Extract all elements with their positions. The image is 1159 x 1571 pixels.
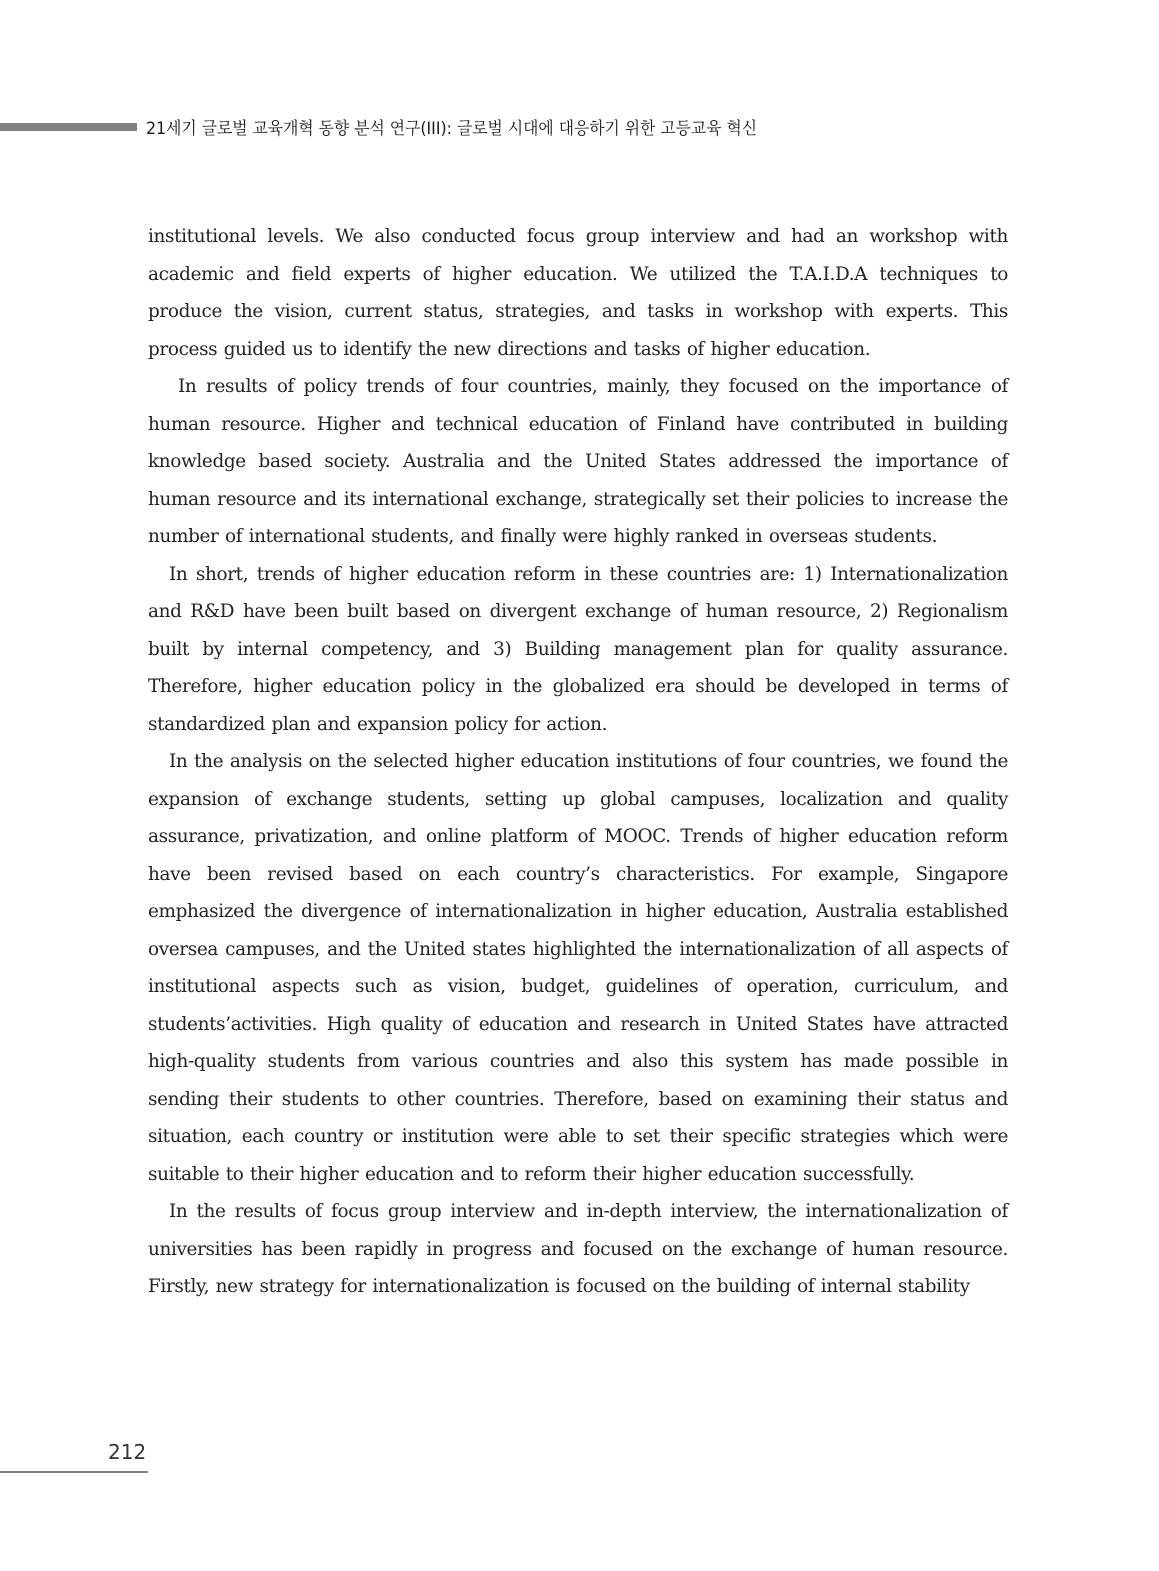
running-title: 21세기 글로벌 교육개혁 동향 분석 연구(III): 글로벌 시대에 대응하기 위한 고등교육 혁신 [146,119,758,139]
paragraph-institution-analysis: In the analysis on the selected higher education institutions of four countries, we found the expansion of exchange students, setting up global campuses, localization and quality assurance, privatization, and online platform of MOOC. Trends of higher education reform have been revised based on each country’s characteristics. For example, Singapore emphasized the divergence of internationalization in higher education, Australia established oversea campuses, and the United states highlighted the internationalization of all aspects of institutional aspects such as vision, budget, guidelines of operation, curriculum, and students’activities. High quality of education and research in United States have attracted high-quality students from various countries and also this system has made possible in sending their students to other countries. Therefore, based on examining their status and situation, each country or institution were able to set their specific strategies which were suitable to their higher education and to reform their higher education successfully. [148,751,1008,1185]
footer-rule [0,1471,148,1473]
running-header [0,113,1159,141]
paragraph-policy-trends: In results of policy trends of four countries, mainly, they focused on the importance of human resource. Higher and technical education of Finland have contributed in building knowledge based society. Australia and the United States addressed the importance of human resource and its international exchange, strategically set their policies to increase the number of international students, and finally were highly ranked in overseas students. [148,376,1008,547]
header-decorative-bar [0,123,137,131]
page-number: 212 [108,1440,147,1464]
paragraph-continued: institutional levels. We also conducted focus group interview and had an workshop with academic and field experts of higher education. We utilized the T.A.I.D.A techniques to produce the vision, current status, strategies, and tasks in workshop with experts. This process guided us to identify the new directions and tasks of higher education. [148,226,1008,360]
paragraph-reform-trends: In short, trends of higher education reform in these countries are: 1) Internationalization and R&D have been built based on divergent exchange of human resource, 2) Regionalism built by internal competency, and 3) Building management plan for quality assurance. Therefore, higher education policy in the globalized era should be developed in terms of standardized plan and expansion policy for action. [148,563,1008,735]
body-text [148,218,1008,1306]
paragraph-interview-results: In the results of focus group interview and in-depth interview, the internationalization of universities has been rapidly in progress and focused on the exchange of human resource. Firstly, new strategy for internationalization is focused on the building of internal stability [148,1201,1008,1297]
